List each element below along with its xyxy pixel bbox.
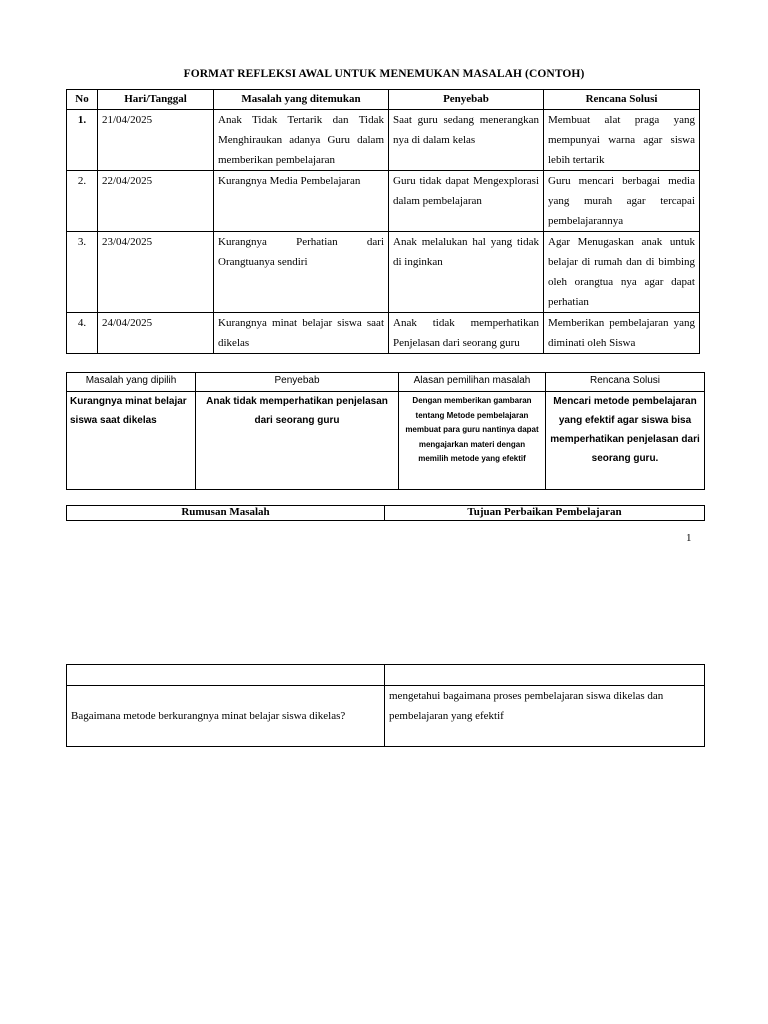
header-cause: Penyebab [389,90,544,110]
cell-problem: Anak Tidak Tertarik dan Tidak Menghiraukan adanya Guru dalam memberikan pembelajaran [214,110,389,171]
cell-no: 1. [67,110,98,171]
cell-solution: Membuat alat praga yang mempunyai warna agar siswa lebih tertarik [544,110,700,171]
header-selected-problem: Masalah yang dipilih [67,373,196,392]
cell-date: 24/04/2025 [98,313,214,354]
empty-cell [385,665,705,686]
cell-no: 3. [67,232,98,313]
selected-problem-table [66,372,705,490]
cell-reason: Dengan memberikan gambaran tentang Metode pembelajaran membuat para guru nantinya dapat mengajarkan materi dengan memilih metode yang efektif [399,392,546,490]
cell-date: 23/04/2025 [98,232,214,313]
table-row [67,665,705,686]
page-number: 1 [686,532,692,544]
cell-cause: Guru tidak dapat Mengexplorasi dalam pembelajaran [389,171,544,232]
table-header-row [67,90,700,110]
cell-cause: Saat guru sedang menerangkan nya di dalam kelas [389,110,544,171]
header-problem: Masalah yang ditemukan [214,90,389,110]
table-row [67,392,705,490]
cell-cause: Anak tidak memperhatikan penjelasan dari seorang guru [196,392,399,490]
table-header-row [67,373,705,392]
table-row [67,686,705,747]
table-row [67,232,700,313]
formulation-header-table [66,505,705,521]
cell-solution: Guru mencari berbagai media yang murah agar tercapai pembelajarannya [544,171,700,232]
header-formulation: Rumusan Masalah [67,506,385,521]
header-goal: Tujuan Perbaikan Pembelajaran [385,506,705,521]
cell-date: 22/04/2025 [98,171,214,232]
table-row [67,110,700,171]
cell-goal: mengetahui bagaimana proses pembelajaran siswa dikelas dan pembelajaran yang efektif [385,686,705,747]
cell-solution: Mencari metode pembelajaran yang efektif agar siswa bisa memperhatikan penjelasan dari seorang guru. [546,392,705,490]
header-solution: Rencana Solusi [546,373,705,392]
empty-cell [67,665,385,686]
header-cause: Penyebab [196,373,399,392]
cell-formulation: Bagaimana metode berkurangnya minat belajar siswa dikelas? [67,686,385,747]
formulation-table [66,664,705,747]
table-row [67,171,700,232]
page-title: FORMAT REFLEKSI AWAL UNTUK MENEMUKAN MASALAH (CONTOH) [183,68,585,80]
header-date: Hari/Tanggal [98,90,214,110]
table-row [67,313,700,354]
cell-selected-problem: Kurangnya minat belajar siswa saat dikelas [67,392,196,490]
reflection-table [66,89,700,354]
cell-no: 4. [67,313,98,354]
cell-solution: Agar Menugaskan anak untuk belajar di rumah dan di bimbing oleh orangtua nya agar dapat perhatian [544,232,700,313]
header-solution: Rencana Solusi [544,90,700,110]
cell-date: 21/04/2025 [98,110,214,171]
cell-solution: Memberikan pembelajaran yang diminati oleh Siswa [544,313,700,354]
cell-problem: Kurangnya minat belajar siswa saat dikelas [214,313,389,354]
header-no: No [67,90,98,110]
cell-cause: Anak melalukan hal yang tidak di inginkan [389,232,544,313]
cell-cause: Anak tidak memperhatikan Penjelasan dari seorang guru [389,313,544,354]
cell-no: 2. [67,171,98,232]
cell-problem: Kurangnya Media Pembelajaran [214,171,389,232]
header-reason: Alasan pemilihan masalah [399,373,546,392]
table-header-row [67,506,705,521]
cell-problem: Kurangnya Perhatian dari Orangtuanya sendiri [214,232,389,313]
